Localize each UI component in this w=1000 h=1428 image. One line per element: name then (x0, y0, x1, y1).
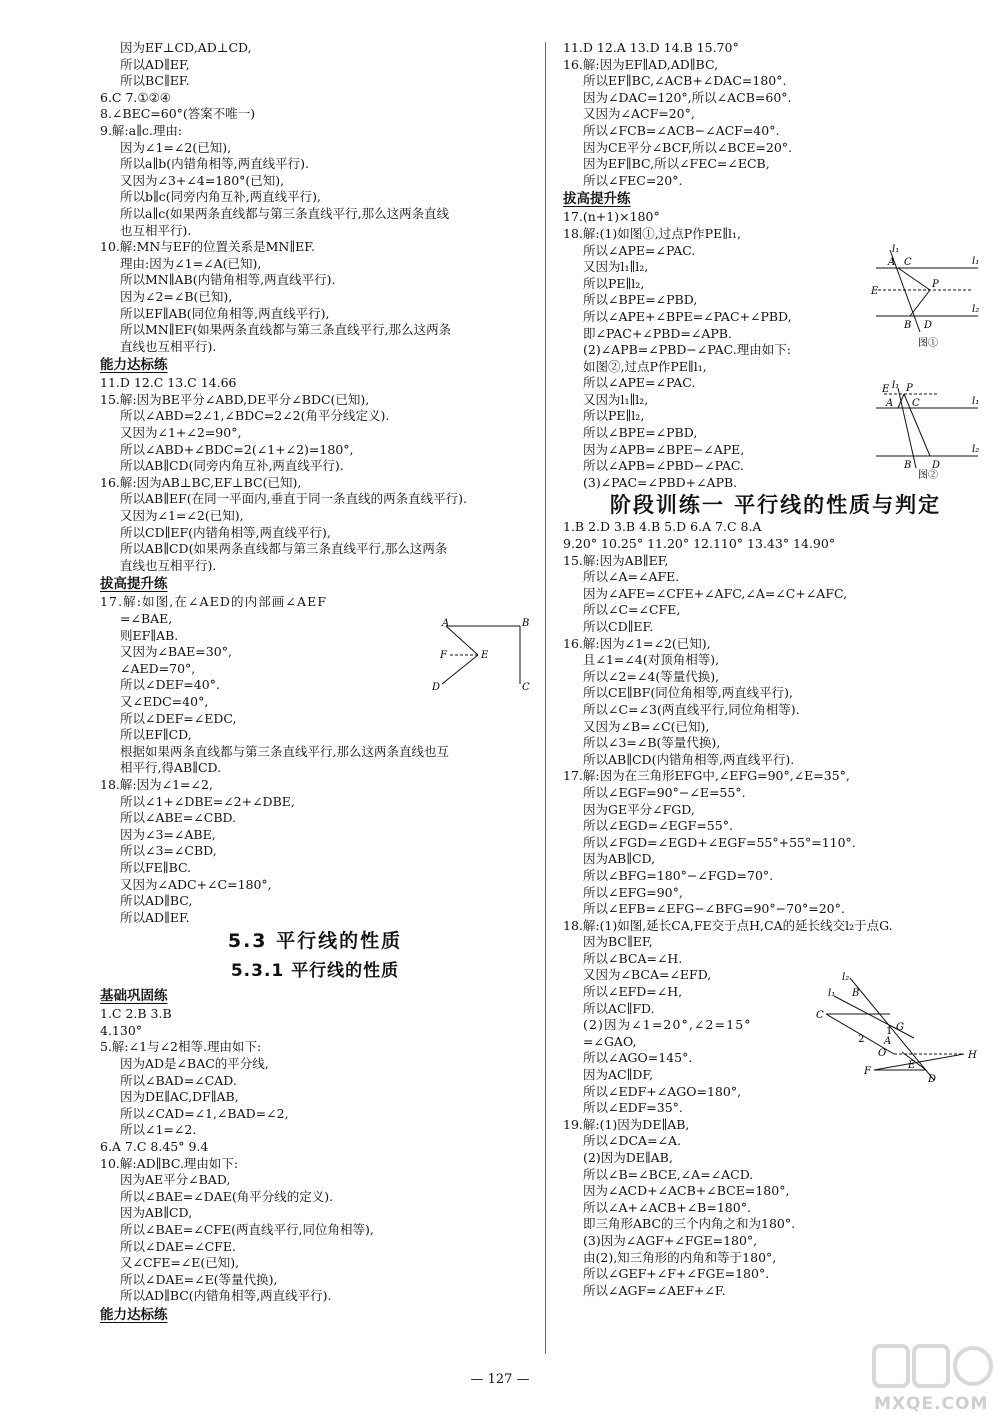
answer-line: 所以∠1=∠2. (120, 1122, 197, 1138)
answer-line: 所以∠BCA=∠H. (583, 950, 683, 966)
page-number: — 127 — (470, 1372, 530, 1387)
answer-line: 所以∠3=∠CBD, (120, 843, 217, 859)
answer-line: 直线也互相平行). (120, 338, 217, 354)
answer-line: 所以∠BAE=∠CFE(两直线平行,同位角相等), (120, 1222, 374, 1237)
answer-line: 如图②,过点P作PE∥l₁, (583, 358, 707, 374)
answer-line: 因为∠3=∠ABE, (120, 826, 216, 842)
fig18-2-label-l2: l₂ (972, 444, 980, 455)
section-title: 5.3.1 平行线的性质 (230, 961, 400, 982)
fig-stage18-label-1: 1 (886, 1026, 893, 1037)
answer-line: 所以MN∥AB(内错角相等,两直线平行). (120, 272, 336, 288)
fig18-1-label-p: P (932, 279, 939, 290)
answer-line: ∠AED=70°, (120, 660, 196, 676)
answer-line: 所以AB∥EF(在同一平面内,垂直于同一条直线的两条直线平行). (120, 491, 467, 507)
answer-line: 所以∠APE+∠BPE=∠PAC+∠PBD, (583, 308, 792, 324)
watermark-text: MXQE.COM (874, 1394, 989, 1414)
answer-line: 因为AB∥CD, (120, 1205, 193, 1221)
fig17-label-d: D (432, 682, 441, 693)
fig-stage18-label-l2: l₂ (842, 972, 850, 983)
section-heading: 能力达标练 (100, 1306, 168, 1323)
answer-line: 所以∠EFG=90°, (583, 884, 683, 900)
answer-line: 9.20° 10.25° 11.20° 12.110° 13.43° 14.90° (563, 536, 836, 552)
answer-line: 所以∠C=∠3(两直线平行,同位角相等). (583, 701, 800, 717)
answer-line: 19.解:(1)因为DE∥AB, (563, 1116, 690, 1132)
answer-line: 又因为∠B=∠C(已知), (583, 718, 710, 734)
answer-line: 所以CD∥EF. (583, 619, 654, 634)
answer-line: 又因为∠ADC+∠C=180°, (120, 876, 272, 892)
answer-line: 10.解:MN与EF的位置关系是MN∥EF. (100, 239, 315, 255)
fig-stage18-label-c: C (816, 1010, 824, 1021)
answer-line: 所以AC∥FD. (583, 1000, 655, 1016)
answer-line: 因为∠AFE=∠CFE+∠AFC,∠A=∠C+∠AFC, (583, 585, 848, 601)
fig18-2-label-d: D (932, 460, 941, 471)
answer-line: 18.解:(1)如图①,过点P作PE∥l₁, (563, 225, 741, 241)
answer-line: 因为∠2=∠B(已知), (120, 288, 233, 304)
answer-line: 因为BC∥EF, (583, 934, 653, 950)
answer-line: 因为AD是∠BAC的平分线, (120, 1056, 269, 1072)
answer-line: 18.解:(1)如图,延长CA,FE交于点H,CA的延长线交l₂于点G. (563, 917, 893, 933)
answer-line: 又因为∠3+∠4=180°(已知), (120, 172, 285, 188)
answer-line: 所以∠C=∠CFE, (583, 602, 681, 618)
answer-line: 所以∠GEF+∠F+∠FGE=180°. (583, 1266, 770, 1282)
section-heading: 拔高提升练 (563, 191, 631, 208)
fig17-label-e: E (481, 650, 489, 661)
answer-line: 所以∠DEF=40°. (120, 677, 220, 693)
fig18-1-label-a: A (888, 257, 896, 268)
answer-line: 即三角形ABC的三个内角之和为180°. (583, 1216, 796, 1232)
answer-line: 10.解:AD∥BC.理由如下: (100, 1155, 239, 1171)
fig-stage18-label-f: F (864, 1066, 871, 1077)
answer-line: 因为∠1=∠2(已知), (120, 139, 232, 155)
answer-line: 所以AD∥BC(内错角相等,两直线平行). (120, 1288, 332, 1304)
answer-line: 所以EF∥CD, (120, 727, 192, 743)
answer-line: 所以∠BPE=∠PBD, (583, 425, 698, 441)
fig18-1-label-e: E (871, 286, 879, 297)
answer-line: (3)∠PAC=∠PBD+∠APB. (583, 474, 738, 490)
fig18-1-caption: 图① (918, 338, 938, 349)
answer-line: 又因为∠BAE=30°, (120, 644, 232, 660)
answer-line: 所以∠3=∠B(等量代换), (583, 735, 721, 751)
answer-line: 所以EF∥BC,∠ACB+∠DAC=180°. (583, 73, 787, 89)
answer-line: 根据如果两条直线都与第三条直线平行,那么这两条直线也互 (120, 743, 449, 759)
fig-stage18-label-d: D (928, 1074, 937, 1085)
fig17-label-a: A (442, 618, 450, 629)
answer-line: 所以∠APE=∠PAC. (583, 242, 696, 258)
answer-line: 1.C 2.B 3.B (100, 1006, 172, 1022)
figure-stage-q18 (814, 970, 986, 1085)
answer-line: 因为EF⊥CD,AD⊥CD, (120, 40, 252, 55)
fig-stage18-label-2: 2 (858, 1034, 865, 1045)
answer-line: 所以AD∥EF, (120, 56, 190, 72)
answer-line: 所以∠AGF=∠AEF+∠F. (583, 1282, 726, 1298)
answer-line: 15.解:因为AB∥EF, (563, 552, 669, 568)
section-heading: 能力达标练 (100, 357, 168, 374)
fig18-2-label-b: B (904, 460, 912, 471)
section-heading: 基础巩固练 (100, 988, 168, 1005)
answer-line: 所以AB∥CD(内错角相等,两直线平行). (583, 751, 795, 767)
answer-line: 因为CE平分∠BCF,所以∠BCE=20°. (583, 139, 793, 155)
answer-line: 所以CE∥BF(同位角相等,两直线平行), (583, 685, 794, 701)
answer-line: 所以∠DAE=∠CFE. (120, 1238, 236, 1254)
answer-line: 又因为∠BCA=∠EFD, (583, 967, 712, 983)
figure-q17 (428, 616, 533, 696)
answer-line: 11.D 12.C 13.C 14.66 (100, 375, 237, 391)
answer-line: 9.解:a∥c.理由: (100, 122, 183, 138)
answer-line: 所以a∥c(如果两条直线都与第三条直线平行,那么这两条直线 (120, 205, 450, 221)
fig-stage18-label-a: A (884, 1036, 892, 1047)
answer-line: 所以∠FEC=20°. (583, 172, 683, 188)
answer-line: 所以∠A+∠ACB+∠B=180°. (583, 1199, 751, 1215)
answer-line: 且∠1=∠4(对顶角相等), (583, 652, 720, 668)
answer-line: 因为AC∥DF, (583, 1067, 654, 1083)
answer-line: 所以∠CAD=∠1,∠BAD=∠2, (120, 1105, 289, 1121)
answer-line: 所以a∥b(内错角相等,两直线平行). (120, 156, 309, 172)
answer-line: 所以∠EGF=90°−∠E=55°. (583, 784, 746, 800)
section-heading: 拔高提升练 (100, 576, 168, 593)
stage-training-title: 阶段训练一 平行线的性质与判定 (609, 493, 942, 518)
fig17-label-b: B (522, 618, 530, 629)
answer-line: 因为∠ACD+∠ACB+∠BCE=180°, (583, 1183, 790, 1199)
answer-line: 所以PE∥l₂, (583, 275, 645, 291)
answer-line: 因为AB∥CD, (583, 851, 656, 867)
answer-line: 又∠EDC=40°, (120, 693, 209, 709)
column-divider (545, 42, 546, 1354)
fig18-2-label-p: P (906, 383, 913, 394)
answer-line: 5.解:∠1与∠2相等.理由如下: (100, 1039, 262, 1055)
answer-line: 6.A 7.C 8.45° 9.4 (100, 1139, 209, 1155)
answer-line: 4.130° (100, 1022, 143, 1038)
answer-line: 所以CD∥EF(内错角相等,两直线平行), (120, 524, 331, 540)
answer-line: 17.(n+1)×180° (563, 209, 660, 225)
fig17-label-c: C (522, 682, 530, 693)
answer-line: 则EF∥AB. (120, 627, 179, 643)
fig-stage18-label-g: G (896, 1022, 904, 1033)
answer-line: 1.B 2.D 3.B 4.B 5.D 6.A 7.C 8.A (563, 519, 762, 535)
fig18-1-label-c: C (904, 257, 912, 268)
answer-line: 又因为∠1+∠2=90°, (120, 425, 242, 441)
answer-line: 所以∠FGD=∠EGD+∠EGF=55°+55°=110°. (583, 834, 856, 850)
answer-line: 所以∠AGO=145°. (583, 1050, 693, 1066)
watermark (870, 1340, 995, 1425)
fig18-1-label-l1: l₁ (972, 256, 980, 267)
answer-line: 所以∠BAD=∠CAD. (120, 1072, 237, 1088)
answer-line: 所以MN∥EF(如果两条直线都与第三条直线平行,那么这两条 (120, 322, 452, 338)
answer-line: 所以∠EFD=∠H, (583, 984, 683, 1000)
answer-line: 16.解:因为EF∥AD,AD∥BC, (563, 56, 719, 72)
answer-line: 所以∠APE=∠PAC. (583, 375, 696, 391)
answer-line: 所以∠ABD=2∠1,∠BDC=2∠2(角平分线定义). (120, 408, 390, 424)
answer-line: 所以∠BPE=∠PBD, (583, 292, 698, 308)
answer-line: 因为DE∥AC,DF∥AB, (120, 1089, 239, 1105)
fig18-1-label-b: B (904, 320, 912, 331)
answer-line: 8.∠BEC=60°(答案不唯一) (100, 106, 256, 122)
fig18-2-label-l1: l₁ (972, 396, 980, 407)
answer-line: (3)因为∠AGF+∠FGE=180°, (583, 1232, 758, 1248)
answer-line: 因为AE平分∠BAD, (120, 1172, 231, 1188)
answer-line: =∠BAE, (120, 611, 173, 626)
answer-line: 又因为∠1=∠2(已知), (120, 508, 244, 524)
answer-line: 16.解:因为AB⊥BC,EF⊥BC(已知), (100, 474, 302, 490)
answer-line: 所以∠EDF=35°. (583, 1100, 683, 1116)
answer-line: 又∠CFE=∠E(已知), (120, 1255, 240, 1271)
answer-line: 因为∠DAC=120°,所以∠ACB=60°. (583, 89, 792, 105)
answer-line: 15.解:因为BE平分∠ABD,DE平分∠BDC(已知), (100, 391, 370, 407)
answer-line: 所以AD∥EF. (120, 909, 190, 925)
answer-line: 所以∠APB=∠PBD−∠PAC. (583, 458, 744, 474)
answer-line: 所以EF∥AB(同位角相等,两直线平行), (120, 305, 330, 321)
answer-line: 理由:因为∠1=∠A(已知), (120, 255, 262, 271)
answer-line: 所以∠FCB=∠ACB−∠ACF=40°. (583, 122, 780, 138)
answer-line: 11.D 12.A 13.D 14.B 15.70° (563, 40, 739, 55)
fig-stage18-label-b: B (852, 988, 860, 999)
answer-line: 所以∠1+∠DBE=∠2+∠DBE, (120, 793, 295, 809)
answer-line: 所以AD∥BC, (120, 893, 193, 909)
fig18-2-label-e: E (882, 384, 890, 395)
answer-line: 所以∠A=∠AFE. (583, 569, 680, 585)
answer-line: 所以∠B=∠BCE,∠A=∠ACD. (583, 1166, 754, 1182)
fig18-1-label-d: D (924, 320, 933, 331)
chapter-title: 5.3 平行线的性质 (227, 930, 403, 953)
answer-line: 也互相平行). (120, 222, 192, 238)
answer-line: (2)∠APB=∠PBD−∠PAC.理由如下: (583, 342, 791, 358)
answer-line: 所以∠ABE=∠CBD. (120, 810, 237, 826)
answer-line: 所以BC∥EF. (120, 73, 190, 89)
answer-line: 所以∠EGD=∠EGF=55°. (583, 818, 733, 834)
answer-line: =∠GAO, (583, 1033, 637, 1049)
answer-line: 由(2),知三角形的内角和等于180°, (583, 1249, 777, 1265)
answer-line: 所以AB∥CD(同旁内角互补,两直线平行). (120, 458, 344, 474)
answer-line: 16.解:因为∠1=∠2(已知), (563, 635, 711, 651)
answer-line: 所以∠2=∠4(等量代换), (583, 668, 720, 684)
answer-line: 因为GE平分∠FGD, (583, 801, 695, 817)
fig18-2-label-l1-top: l₁ (892, 380, 900, 391)
answer-line: 因为∠APB=∠BPE−∠APE, (583, 441, 745, 457)
answer-line: 所以∠EFB=∠EFG−∠BFG=90°−70°=20°. (583, 901, 845, 917)
fig18-2-label-a: A (886, 398, 894, 409)
fig18-2-caption: 图② (918, 470, 938, 480)
answer-line: 所以b∥c(同旁内角互补,两直线平行), (120, 189, 321, 205)
answer-line: 又因为l₁∥l₂, (583, 259, 649, 275)
answer-line: (2)因为∠1=20°,∠2=15° (583, 1017, 752, 1033)
answer-line: 所以∠EDF+∠AGO=180°, (583, 1083, 742, 1099)
fig-stage18-label-o: O (878, 1048, 887, 1059)
fig-stage18-label-h: H (968, 1050, 977, 1061)
fig-stage18-label-e: E (908, 1060, 916, 1071)
fig-stage18-label-l1: l₁ (828, 988, 836, 999)
answer-line: 所以∠DCA=∠A. (583, 1133, 682, 1149)
answer-line: 即∠PAC+∠PBD=∠APB. (583, 325, 732, 341)
answer-line: 所以∠BFG=180°−∠FGD=70°. (583, 867, 774, 883)
answer-line: 6.C 7.①②④ (100, 89, 172, 105)
answer-line: 17.解:因为在三角形EFG中,∠EFG=90°,∠E=35°, (563, 768, 850, 784)
answer-line: 所以∠BAE=∠DAE(角平分线的定义). (120, 1188, 334, 1204)
answer-line: 因为EF∥BC,所以∠FEC=∠ECB, (583, 156, 770, 172)
answer-line: 所以∠DAE=∠E(等量代换), (120, 1271, 278, 1287)
answer-line: 所以∠ABD+∠BDC=2(∠1+∠2)=180°, (120, 441, 354, 457)
answer-line: 所以∠DEF=∠EDC, (120, 710, 237, 726)
fig18-1-label-l1-top: l₁ (892, 244, 900, 255)
answer-line: 所以FE∥BC. (120, 859, 192, 875)
figure-q18-2 (868, 380, 986, 480)
answer-line: 相平行,得AB∥CD. (120, 760, 222, 776)
answer-line: 18.解:因为∠1=∠2, (100, 776, 213, 792)
answer-line: 所以AB∥CD(如果两条直线都与第三条直线平行,那么这两条 (120, 541, 448, 557)
right-column (563, 40, 988, 1299)
fig18-2-label-c: C (912, 398, 920, 409)
figure-q18-1 (868, 240, 986, 352)
answer-line: 又因为l₁∥l₂, (583, 391, 649, 407)
fig17-label-f: F (440, 650, 447, 661)
answer-line: (2)因为DE∥AB, (583, 1150, 673, 1165)
fig18-1-label-l2: l₂ (972, 304, 980, 315)
answer-line: 17.解:如图,在∠AED的内部画∠AEF (100, 594, 328, 610)
answer-line: 所以PE∥l₂, (583, 408, 645, 424)
answer-line: 又因为∠ACF=20°, (583, 106, 695, 122)
answer-line: 直线也互相平行). (120, 557, 217, 573)
